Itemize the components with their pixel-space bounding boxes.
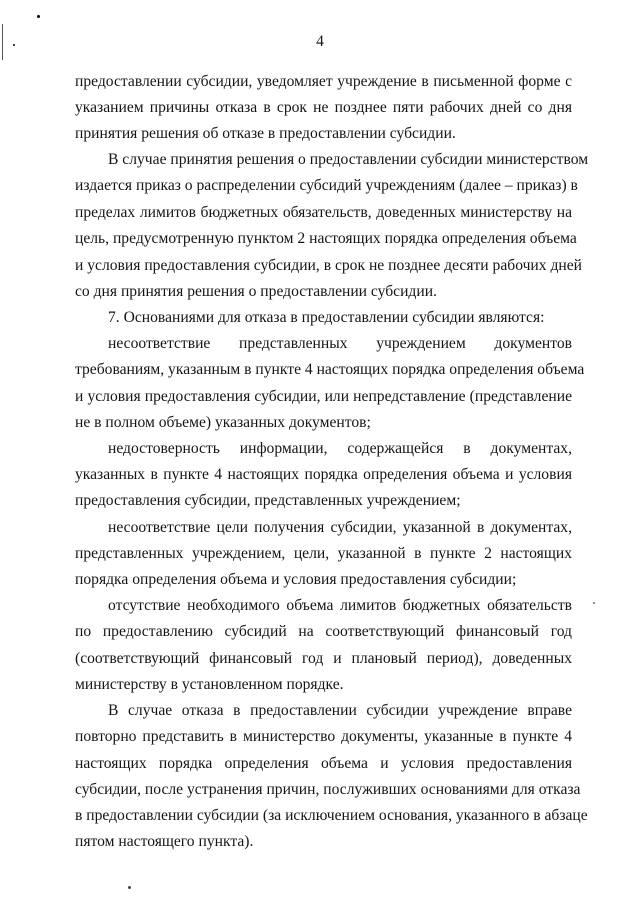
page-number: 4 bbox=[316, 33, 324, 50]
text-line: (соответствующий финансовый год и плановый период), доведенных bbox=[75, 650, 572, 667]
text-line: предоставлении субсидии, уведомляет учреждение в письменной форме с bbox=[75, 73, 572, 90]
text-line: настоящих порядка определения объема и условия предоставления bbox=[75, 755, 572, 772]
text-line: принятия решения об отказе в предоставлении субсидии. bbox=[75, 125, 456, 142]
text-line: со дня принятия решения о предоставлении субсидии. bbox=[75, 283, 437, 300]
text-line: несоответствие цели получения субсидии, указанной в документах, bbox=[108, 519, 572, 536]
text-line: предоставления субсидии, представленных учреждением; bbox=[75, 492, 461, 509]
text-line: повторно представить в министерство документы, указанные в пункте 4 bbox=[75, 728, 572, 745]
text-line: 7. Основаниями для отказа в предоставлении субсидии являются: bbox=[108, 309, 545, 326]
text-line: не в полном объеме) указанных документов; bbox=[75, 414, 371, 431]
text-line: и условия предоставления субсидии, в срок не позднее десяти рабочих дней bbox=[75, 257, 583, 274]
text-line: и условия предоставления субсидии, или непредставление (представление bbox=[75, 388, 572, 405]
text-line: министерству в установленном порядке. bbox=[75, 676, 344, 693]
text-line: представленных учреждением, цели, указанной в пункте 2 настоящих bbox=[75, 545, 572, 562]
text-line: цель, предусмотренную пунктом 2 настоящих порядка определения объема bbox=[75, 230, 577, 247]
text-line: требованиям, указанным в пункте 4 настоящих порядка определения объема bbox=[75, 361, 585, 378]
text-line: В случае принятия решения о предоставлении субсидии министерством bbox=[108, 151, 589, 168]
text-line: несоответствие представленных учреждением документов bbox=[108, 335, 572, 352]
text-line: пределах лимитов бюджетных обязательств, доведенных министерству на bbox=[75, 204, 572, 221]
text-line: отсутствие необходимого объема лимитов бюджетных обязательств bbox=[108, 597, 572, 614]
text-line: недостоверность информации, содержащейся в документах, bbox=[108, 440, 572, 457]
text-line: в предоставлении субсидии (за исключением основания, указанного в абзаце bbox=[75, 807, 588, 824]
scan-speck bbox=[128, 886, 131, 889]
text-line: указанных в пункте 4 настоящих порядка определения объема и условия bbox=[75, 466, 572, 483]
text-line: по предоставлению субсидий на соответствующий финансовый год bbox=[75, 623, 572, 640]
text-line: указанием причины отказа в срок не позднее пяти рабочих дней со дня bbox=[75, 99, 572, 116]
text-line: субсидии, после устранения причин, послуживших основаниями для отказа bbox=[75, 781, 581, 798]
text-line: пятом настоящего пункта). bbox=[75, 833, 254, 850]
scan-speck bbox=[37, 15, 40, 18]
text-line: В случае отказа в предоставлении субсидии учреждение вправе bbox=[108, 702, 572, 719]
scan-speck bbox=[593, 602, 595, 604]
text-line: порядка определения объема и условия предоставления субсидии; bbox=[75, 571, 517, 588]
text-line: издается приказ о распределении субсидий учреждениям (далее – приказ) в bbox=[75, 177, 578, 194]
